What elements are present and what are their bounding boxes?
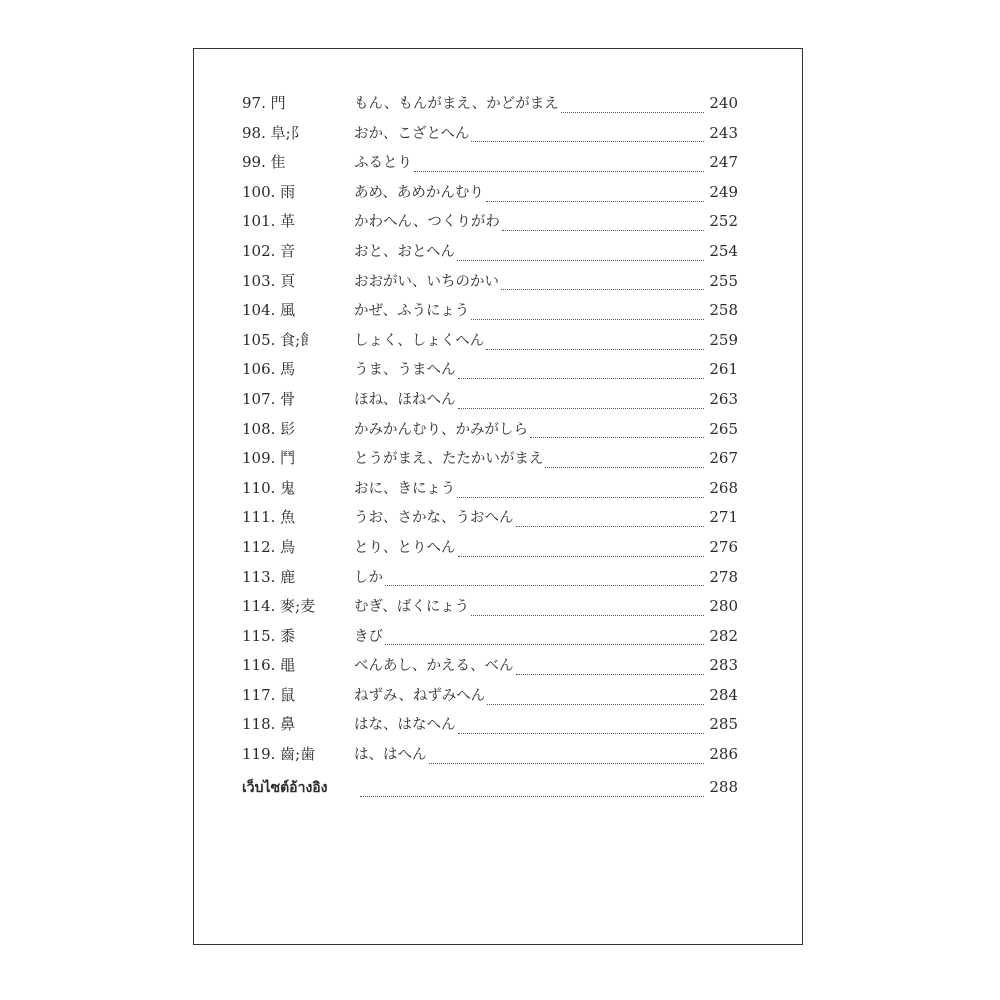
toc-entries [242,92,738,773]
dot-leader [457,496,704,498]
dot-leader [487,703,704,705]
toc-row [242,684,738,714]
toc-row [242,625,738,655]
references-title: เว็บไซต์อ้างอิง [242,779,328,796]
page-number: 247 [709,153,738,172]
dot-leader [502,229,704,231]
dot-leader [471,318,704,320]
toc-row [242,506,738,536]
radical-number: 113. 鹿 [242,567,296,586]
dot-leader [471,614,704,616]
dot-leader [471,140,704,142]
dot-leader [385,643,704,645]
radical-number: 98. 阜;阝 [242,123,306,142]
toc-row [242,240,738,270]
dot-leader [501,288,704,290]
dot-leader [457,259,704,261]
toc-row [242,358,738,388]
toc-row [242,329,738,359]
radical-reading: うお、さかな、うおへん [354,510,514,527]
radical-number: 110. 鬼 [242,478,296,497]
radical-reading: とうがまえ、たたかいがまえ [354,451,544,468]
toc-row [242,299,738,329]
radical-reading: かぜ、ふうにょう [354,303,470,320]
page-number: 284 [709,685,738,704]
references-page-number: 288 [709,777,738,796]
radical-reading: きび [354,628,383,645]
radical-number: 101. 革 [242,212,296,231]
page-number: 243 [709,123,738,142]
page-number: 258 [709,301,738,320]
radical-reading: しょく、しょくへん [354,332,485,349]
toc-row [242,447,738,477]
radical-number: 106. 馬 [242,360,296,379]
page-number: 286 [709,745,738,764]
page-number: 271 [709,508,738,527]
dot-leader [385,584,704,586]
page-number: 259 [709,330,738,349]
dot-leader [458,377,705,379]
radical-reading: かみかんむり、かみがしら [354,421,528,438]
radical-reading: かわへん、つくりがわ [354,214,500,231]
toc-row [242,181,738,211]
radical-number: 107. 骨 [242,389,296,408]
toc-row-references [242,777,738,807]
toc-row [242,210,738,240]
toc-row [242,151,738,181]
radical-number: 102. 音 [242,241,296,260]
toc-row [242,418,738,448]
dot-leader [429,762,705,764]
radical-reading: うま、うまへん [354,362,456,379]
toc-row [242,713,738,743]
radical-number: 100. 雨 [242,182,296,201]
radical-number: 97. 門 [242,94,286,112]
dot-leader [458,732,705,734]
page-number: 255 [709,271,738,290]
radical-number: 109. 鬥 [242,449,296,468]
page-number: 268 [709,478,738,497]
radical-reading: べんあし、かえる、べん [354,658,514,675]
dot-leader [486,200,704,202]
radical-reading: ふるとり [354,155,412,172]
page-number: 280 [709,597,738,616]
dot-leader [516,673,705,675]
page-number: 252 [709,212,738,231]
radical-number: 105. 食;飠 [242,330,316,349]
page-number: 261 [709,360,738,379]
table-of-contents [242,92,738,806]
dot-leader [360,795,704,797]
dot-leader [458,407,705,409]
radical-reading: おか、こざとへん [354,125,470,142]
radical-reading: ねずみ、ねずみへん [354,687,486,704]
dot-leader [530,436,704,438]
radical-number: 115. 黍 [242,626,296,645]
page-number: 263 [709,389,738,408]
radical-number: 118. 鼻 [242,715,296,734]
radical-reading: ほね、ほねへん [354,391,456,408]
page-number: 240 [709,94,738,112]
radical-reading: はな、はなへん [354,717,456,734]
radical-reading: あめ、あめかんむり [354,184,484,201]
radical-reading: むぎ、ばくにょう [354,599,470,616]
radical-reading: は、はへん [354,747,427,764]
radical-number: 119. 齒;歯 [242,745,316,764]
toc-row [242,270,738,300]
radical-number: 116. 黽 [242,656,296,675]
page-number: 285 [709,715,738,734]
toc-row [242,743,738,773]
radical-number: 104. 風 [242,301,296,320]
page-number: 276 [709,537,738,556]
dot-leader [561,111,704,113]
page-number: 282 [709,626,738,645]
page-number: 283 [709,656,738,675]
toc-row [242,654,738,684]
page-number: 254 [709,241,738,260]
page-number: 265 [709,419,738,438]
page-number: 278 [709,567,738,586]
dot-leader [458,555,705,557]
page-number: 249 [709,182,738,201]
radical-number: 103. 頁 [242,271,296,290]
toc-row [242,566,738,596]
radical-reading: もん、もんがまえ、かどがまえ [354,96,559,112]
toc-row [242,388,738,418]
toc-row [242,536,738,566]
toc-row [242,477,738,507]
radical-number: 99. 隹 [242,153,286,172]
radical-reading: とり、とりへん [354,539,456,556]
toc-row [242,92,738,122]
radical-number: 114. 麥;麦 [242,597,316,616]
radical-reading: おに、きにょう [354,480,456,497]
toc-row [242,595,738,625]
radical-reading: しか [354,569,383,586]
page-number: 267 [709,449,738,468]
radical-number: 108. 髟 [242,419,296,438]
dot-leader [414,170,704,172]
dot-leader [486,348,704,350]
radical-reading: おと、おとへん [354,243,455,260]
book-page [193,48,803,945]
radical-reading: おおがい、いちのかい [354,273,499,290]
radical-number: 117. 鼠 [242,685,296,704]
dot-leader [516,525,705,527]
radical-number: 111. 魚 [242,508,296,527]
dot-leader [545,466,704,468]
radical-number: 112. 鳥 [242,537,296,556]
toc-row [242,122,738,152]
